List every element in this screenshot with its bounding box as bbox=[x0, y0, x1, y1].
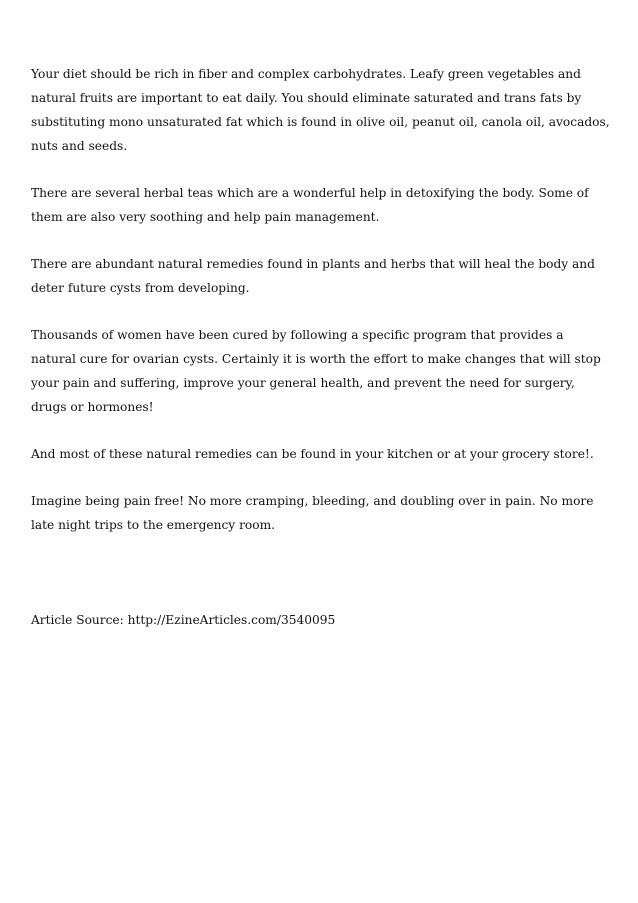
paragraph-herbal-teas: There are several herbal teas which are a wonderful help in detoxifying the body. Some of them are also very soothing and help pain management. bbox=[31, 186, 589, 224]
paragraph-natural-remedies: There are abundant natural remedies found in plants and herbs that will heal the body and deter future cysts from developing. bbox=[31, 257, 595, 295]
document-page bbox=[31, 62, 611, 632]
spacer bbox=[31, 560, 611, 608]
paragraph-program: Thousands of women have been cured by following a specific program that provides a natural cure for ovarian cysts. Certainly it is worth the effort to make changes that will stop your pain and suffering, improve your general health, and prevent the need for surgery, drugs or hormones! bbox=[31, 328, 601, 414]
paragraph-pain-free: Imagine being pain free! No more cramping, bleeding, and doubling over in pain. No more late night trips to the emergency room. bbox=[31, 494, 594, 532]
article-source: Article Source: http://EzineArticles.com/3540095 bbox=[31, 613, 336, 627]
paragraph-kitchen: And most of these natural remedies can be found in your kitchen or at your grocery store!. bbox=[31, 447, 594, 461]
paragraph-diet: Your diet should be rich in fiber and complex carbohydrates. Leafy green vegetables and natural fruits are important to eat daily. You should eliminate saturated and trans fats by substituting mono unsaturated fat which is found in olive oil, peanut oil, canola oil, avocados, nuts and seeds. bbox=[31, 67, 610, 153]
